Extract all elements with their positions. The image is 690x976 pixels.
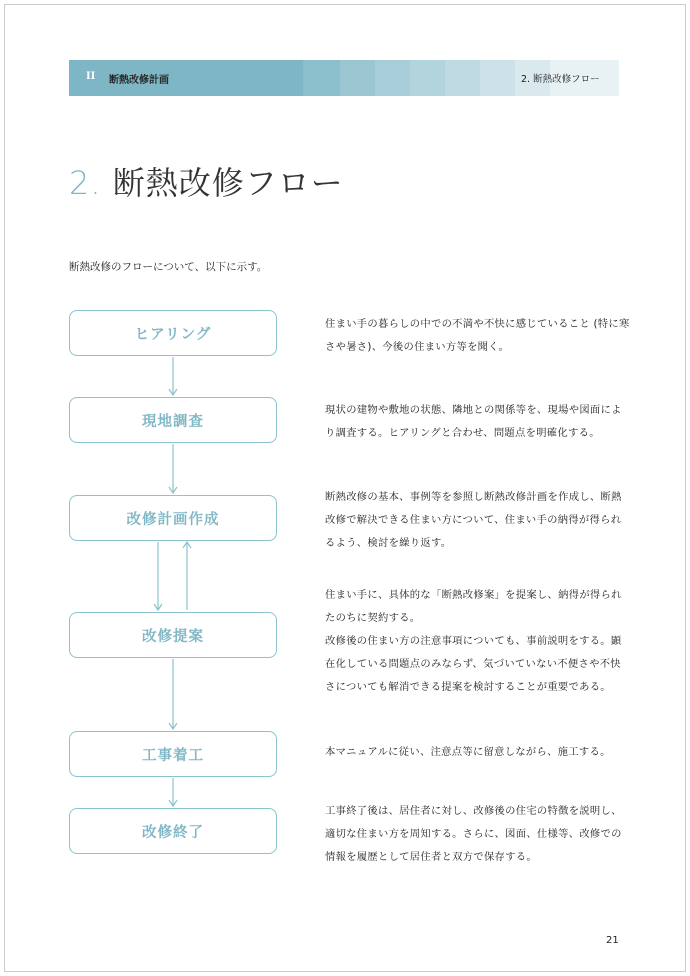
chapter-numeral: II xyxy=(86,71,96,82)
flow-step-completion xyxy=(69,808,277,854)
arrow-down-1 xyxy=(169,357,177,395)
desc-line: 在化している問題点のみならず、気づいていない不便さや不快 xyxy=(325,658,621,670)
arrow-down-3 xyxy=(154,542,162,610)
desc-line: 本マニュアルに従い、注意点等に留意しながら、施工する。 xyxy=(325,746,611,758)
step-label: 工事着工 xyxy=(142,747,204,764)
step-label: 改修計画作成 xyxy=(126,511,220,528)
desc-line: 工事終了後は、居住者に対し、改修後の住宅の特徴を説明し、 xyxy=(325,805,622,817)
flow-step-plan xyxy=(69,495,277,541)
step-label: 改修提案 xyxy=(142,628,204,645)
desc-line: 情報を履歴として居住者と双方で保存する。 xyxy=(325,851,537,863)
title-number: 2. xyxy=(69,164,102,202)
step-description xyxy=(325,313,630,359)
desc-line: 適切な住まい方を周知する。さらに、図面、仕様等、改修での xyxy=(325,828,622,840)
section-label: 2. 断熱改修フロー xyxy=(521,74,600,85)
desc-line: さや暑さ)、今後の住まい方等を聞く。 xyxy=(325,341,510,353)
step-description xyxy=(325,486,622,555)
desc-line: 改修後の住まい方の注意事項についても、事前説明をする。顕 xyxy=(325,635,622,647)
intro-text: 断熱改修のフローについて、以下に示す。 xyxy=(69,261,268,273)
desc-line: り調査する。ヒアリングと合わせ、問題点を明確化する。 xyxy=(325,427,600,439)
title-text: 断熱改修フロー xyxy=(112,164,344,202)
step-description xyxy=(325,741,611,764)
desc-line: 現状の建物や敷地の状態、隣地との関係等を、現場や図面によ xyxy=(325,404,622,416)
flow-step-construction xyxy=(69,731,277,777)
step-description xyxy=(325,800,622,869)
desc-line: 改修で解決できる住まい方について、住まい手の納得が得られ xyxy=(325,514,622,526)
desc-line: 住まい手に、具体的な「断熱改修案」を提案し、納得が得られ xyxy=(325,589,622,601)
step-description xyxy=(325,399,622,445)
step-label: 現地調査 xyxy=(142,413,204,430)
arrow-up-4 xyxy=(183,542,191,610)
arrow-down-5 xyxy=(169,659,177,729)
desc-line: るよう、検討を繰り返す。 xyxy=(325,537,452,549)
chapter-title: 断熱改修計画 xyxy=(109,75,169,86)
flow-step-proposal xyxy=(69,612,277,658)
step-label: 改修終了 xyxy=(142,824,204,841)
desc-line: たのちに契約する。 xyxy=(325,612,421,624)
desc-line: さについても解消できる提案を検討することが重要である。 xyxy=(325,681,611,693)
desc-line: 断熱改修の基本、事例等を参照し断熱改修計画を作成し、断熱 xyxy=(325,491,622,503)
flow-step-hearing xyxy=(69,310,277,356)
desc-line: 住まい手の暮らしの中での不満や不快に感じていること (特に寒 xyxy=(325,318,630,330)
arrow-down-6 xyxy=(169,778,177,806)
page-number: 21 xyxy=(606,935,619,946)
flow-step-site-survey xyxy=(69,397,277,443)
arrow-down-2 xyxy=(169,444,177,493)
step-label: ヒアリング xyxy=(134,326,212,343)
step-description xyxy=(325,584,622,699)
